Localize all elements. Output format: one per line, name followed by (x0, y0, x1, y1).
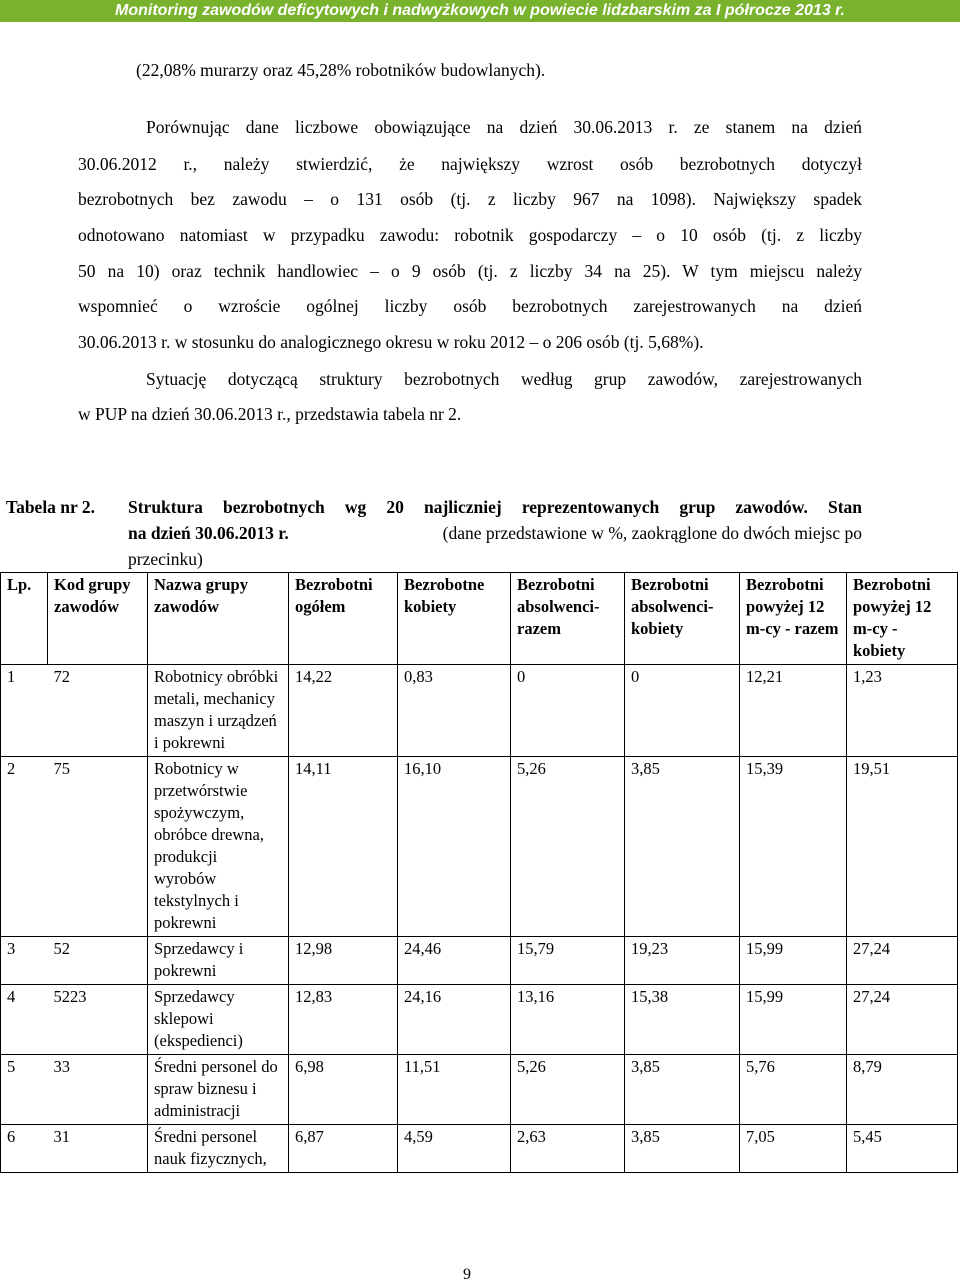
cell-nazwa: Sprzedawcy i pokrewni (148, 937, 289, 985)
cell-kod: 5223 (48, 985, 148, 1055)
cell-ogolem: 6,87 (289, 1125, 398, 1173)
cell-abs-kobiety: 0 (625, 665, 740, 757)
cell-kod: 31 (48, 1125, 148, 1173)
table-header-row (1, 573, 958, 665)
cell-pow-kobiety: 8,79 (847, 1055, 958, 1125)
table-row (1, 985, 958, 1055)
cell-kobiety: 0,83 (398, 665, 511, 757)
cell-abs-kobiety: 15,38 (625, 985, 740, 1055)
cell-lp: 1 (1, 665, 48, 757)
cell-nazwa: Sprzedawcy sklepowi (ekspedienci) (148, 985, 289, 1055)
paragraph-line: bezrobotnych bez zawodu – o 131 osób (tj. z liczby 967 na 1098). Największy spadek (78, 189, 862, 209)
cell-abs-kobiety: 3,85 (625, 1055, 740, 1125)
cell-lp: 6 (1, 1125, 48, 1173)
header-kobiety: Bezrobotne kobiety (398, 573, 511, 665)
cell-ogolem: 12,98 (289, 937, 398, 985)
cell-lp: 4 (1, 985, 48, 1055)
cell-pow-razem: 15,99 (740, 937, 847, 985)
page-header: Monitoring zawodów deficytowych i nadwyżkowych w powiecie lidzbarskim za I półrocze 2013 r. (0, 0, 960, 22)
table-row (1, 1055, 958, 1125)
cell-pow-kobiety: 1,23 (847, 665, 958, 757)
cell-ogolem: 12,83 (289, 985, 398, 1055)
cell-pow-razem: 5,76 (740, 1055, 847, 1125)
paragraph-line: Porównując dane liczbowe obowiązujące na dzień 30.06.2013 r. ze stanem na dzień (146, 117, 862, 137)
header-lp: Lp. (1, 573, 48, 665)
cell-abs-razem: 5,26 (511, 757, 625, 937)
page-number: 9 (463, 1266, 471, 1283)
header-absolwenci-kobiety: Bezrobotni absolwenci-kobiety (625, 573, 740, 665)
table-caption-title: Struktura bezrobotnych wg 20 najliczniej reprezentowanych grup zawodów. Stan (128, 497, 862, 517)
cell-abs-razem: 13,16 (511, 985, 625, 1055)
cell-kod: 72 (48, 665, 148, 757)
table-row (1, 665, 958, 757)
cell-ogolem: 6,98 (289, 1055, 398, 1125)
paragraph-line: 30.06.2013 r. w stosunku do analogicznego okresu w roku 2012 – o 206 osób (tj. 5,68%). (78, 332, 704, 352)
caption-date: na dzień 30.06.2013 r. (128, 523, 289, 543)
cell-nazwa: Średni personel nauk fizycznych, (148, 1125, 289, 1173)
paragraph-line: Sytuację dotyczącą struktury bezrobotnych według grup zawodów, zarejestrowanych (146, 369, 862, 389)
cell-pow-kobiety: 5,45 (847, 1125, 958, 1173)
paragraph-line: odnotowano natomiast w przypadku zawodu: robotnik gospodarczy – o 10 osób (tj. z liczby (78, 225, 862, 245)
header-powyzej-razem: Bezrobotni powyżej 12 m-cy - razem (740, 573, 847, 665)
cell-abs-razem: 2,63 (511, 1125, 625, 1173)
paragraph-line: w PUP na dzień 30.06.2013 r., przedstawia tabela nr 2. (78, 404, 462, 424)
table-row (1, 757, 958, 937)
cell-lp: 5 (1, 1055, 48, 1125)
cell-pow-razem: 7,05 (740, 1125, 847, 1173)
occupation-structure-table (0, 572, 958, 1173)
cell-abs-razem: 15,79 (511, 937, 625, 985)
paragraph-continuation: (22,08% murarzy oraz 45,28% robotników budowlanych). (136, 60, 546, 80)
cell-abs-razem: 0 (511, 665, 625, 757)
header-nazwa: Nazwa grupy zawodów (148, 573, 289, 665)
cell-pow-razem: 15,39 (740, 757, 847, 937)
header-absolwenci-razem: Bezrobotni absolwenci-razem (511, 573, 625, 665)
cell-abs-kobiety: 19,23 (625, 937, 740, 985)
header-kod: Kod grupy zawodów (48, 573, 148, 665)
cell-kod: 75 (48, 757, 148, 937)
cell-pow-razem: 12,21 (740, 665, 847, 757)
caption-note: (dane przedstawione w %, zaokrąglone do dwóch miejsc po (442, 523, 862, 543)
header-powyzej-kobiety: Bezrobotni powyżej 12 m-cy - kobiety (847, 573, 958, 665)
table-row (1, 1125, 958, 1173)
cell-ogolem: 14,11 (289, 757, 398, 937)
cell-pow-razem: 15,99 (740, 985, 847, 1055)
cell-kobiety: 24,16 (398, 985, 511, 1055)
table-container (0, 572, 958, 1173)
cell-pow-kobiety: 27,24 (847, 937, 958, 985)
table-row (1, 937, 958, 985)
table-caption-title-line2 (128, 523, 862, 544)
paragraph-line: 30.06.2012 r., należy stwierdzić, że największy wzrost osób bezrobotnych dotyczył (78, 154, 862, 174)
cell-lp: 2 (1, 757, 48, 937)
cell-lp: 3 (1, 937, 48, 985)
cell-kod: 33 (48, 1055, 148, 1125)
cell-kobiety: 11,51 (398, 1055, 511, 1125)
cell-abs-kobiety: 3,85 (625, 757, 740, 937)
paragraph-line: wspomnieć o wzroście ogólnej liczby osób bezrobotnych zarejestrowanych na dzień (78, 296, 862, 316)
cell-nazwa: Robotnicy obróbki metali, mechanicy maszyn i urządzeń i pokrewni (148, 665, 289, 757)
cell-pow-kobiety: 19,51 (847, 757, 958, 937)
cell-abs-razem: 5,26 (511, 1055, 625, 1125)
cell-ogolem: 14,22 (289, 665, 398, 757)
cell-pow-kobiety: 27,24 (847, 985, 958, 1055)
cell-kobiety: 24,46 (398, 937, 511, 985)
paragraph-line: 50 na 10) oraz technik handlowiec – o 9 osób (tj. z liczby 34 na 25). W tym miejscu należy (78, 261, 862, 281)
cell-kod: 52 (48, 937, 148, 985)
cell-kobiety: 16,10 (398, 757, 511, 937)
cell-nazwa: Średni personel do spraw biznesu i administracji (148, 1055, 289, 1125)
table-caption-label: Tabela nr 2. (6, 497, 95, 517)
table-caption-title-line3: przecinku) (128, 549, 203, 569)
cell-nazwa: Robotnicy w przetwórstwie spożywczym, obróbce drewna, produkcji wyrobów tekstylnych i pokrewni (148, 757, 289, 937)
header-ogolem: Bezrobotni ogółem (289, 573, 398, 665)
cell-kobiety: 4,59 (398, 1125, 511, 1173)
cell-abs-kobiety: 3,85 (625, 1125, 740, 1173)
